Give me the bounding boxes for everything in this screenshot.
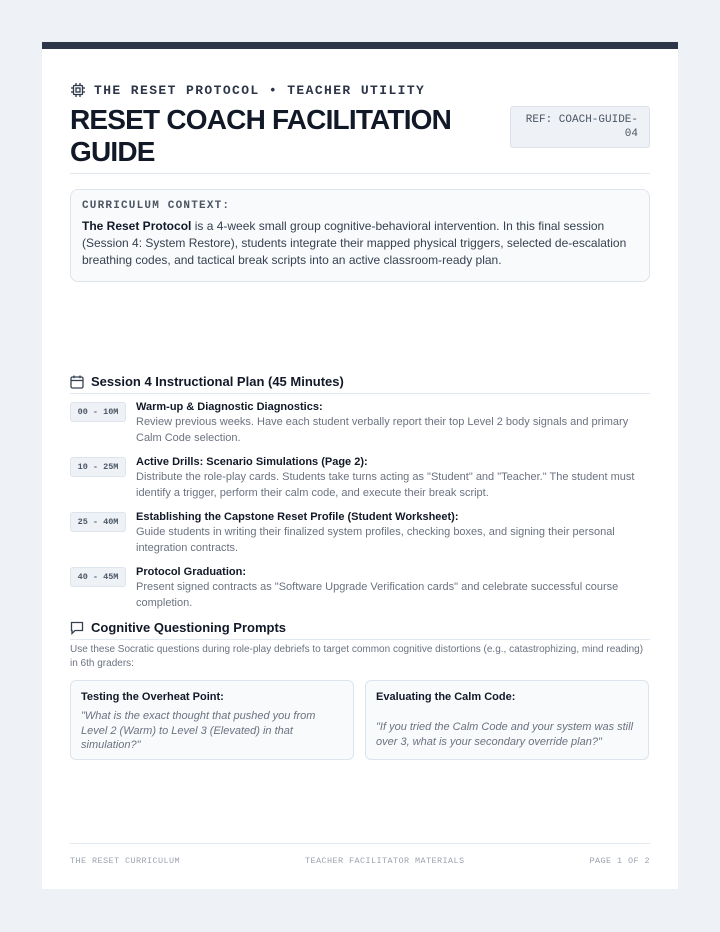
prompt-card-quote: "What is the exact thought that pushed you from Level 2 (Warm) to Level 3 (Elevated) in that simulation?" bbox=[81, 710, 316, 751]
page-footer bbox=[70, 856, 650, 866]
prompts-divider bbox=[70, 639, 650, 640]
chip-icon bbox=[70, 82, 86, 98]
page-title: RESET COACH FACILITATION GUIDE bbox=[70, 104, 452, 167]
time-badge: 25 - 40M bbox=[70, 512, 126, 532]
footer-left: THE RESET CURRICULUM bbox=[70, 856, 181, 866]
context-lead: The Reset Protocol bbox=[82, 219, 192, 233]
step-heading: Active Drills: Scenario Simulations (Page 2): bbox=[136, 456, 368, 468]
time-badge: 00 - 10M bbox=[70, 402, 126, 422]
plan-step bbox=[70, 455, 650, 501]
prompt-card-quote: "If you tried the Calm Code and your system was still over 3, what is your secondary override plan?" bbox=[376, 721, 634, 748]
plan-step bbox=[70, 400, 650, 446]
step-heading: Warm-up & Diagnostic Diagnostics: bbox=[136, 401, 323, 413]
document-page bbox=[42, 42, 678, 889]
calendar-icon bbox=[70, 375, 84, 389]
context-body: is a 4-week small group cognitive-behavioral intervention. In this final session (Session 4: System Restore), students integrate their mapped physical triggers, selected de-escalation breathing codes, and tactical break scripts into an active classroom-ready plan. bbox=[82, 219, 627, 267]
plan-title: Session 4 Instructional Plan (45 Minutes) bbox=[91, 374, 344, 389]
header-divider bbox=[70, 173, 650, 174]
step-heading: Protocol Graduation: bbox=[136, 566, 246, 578]
footer-center: TEACHER FACILITATOR MATERIALS bbox=[304, 856, 465, 866]
prompts-title: Cognitive Questioning Prompts bbox=[91, 620, 287, 635]
context-label: CURRICULUM CONTEXT: bbox=[82, 200, 231, 212]
time-badge: 40 - 45M bbox=[70, 567, 126, 587]
prompts-section-heading bbox=[70, 620, 286, 635]
prompt-card bbox=[365, 680, 649, 760]
reference-badge: REF: COACH-GUIDE-04 bbox=[510, 106, 650, 148]
step-description: Review previous weeks. Have each student verbally report their top Level 2 body signals and primary Calm Code selection. bbox=[136, 416, 629, 444]
plan-step bbox=[70, 565, 650, 611]
step-description: Present signed contracts as "Software Upgrade Verification cards" and celebrate successful course completion. bbox=[136, 581, 619, 609]
prompt-card bbox=[70, 680, 354, 760]
prompt-card-heading: Evaluating the Calm Code: bbox=[376, 691, 516, 703]
brand-text: THE RESET PROTOCOL • TEACHER UTILITY bbox=[94, 82, 426, 98]
footer-page-number: PAGE 1 OF 2 bbox=[589, 856, 650, 866]
curriculum-context-box bbox=[70, 189, 650, 282]
time-badge: 10 - 25M bbox=[70, 457, 126, 477]
plan-section-heading bbox=[70, 374, 344, 389]
step-description: Distribute the role-play cards. Students take turns acting as "Student" and "Teacher." The student must identify a trigger, perform their calm code, and execute their break script. bbox=[136, 471, 635, 499]
chat-icon bbox=[70, 621, 84, 635]
step-heading: Establishing the Capstone Reset Profile (Student Worksheet): bbox=[136, 511, 459, 523]
footer-divider bbox=[70, 843, 650, 844]
prompts-intro: Use these Socratic questions during role-play debriefs to target common cognitive distortions (e.g., catastrophizing, mind reading) in 6th graders: bbox=[70, 644, 644, 669]
context-text bbox=[82, 218, 638, 269]
prompt-card-heading: Testing the Overheat Point: bbox=[81, 691, 224, 703]
brand-line bbox=[70, 82, 425, 98]
step-description: Guide students in writing their finalized system profiles, checking boxes, and signing their personal integration contracts. bbox=[136, 526, 615, 554]
plan-step bbox=[70, 510, 650, 556]
instructional-plan bbox=[70, 400, 650, 620]
plan-divider bbox=[70, 393, 650, 394]
